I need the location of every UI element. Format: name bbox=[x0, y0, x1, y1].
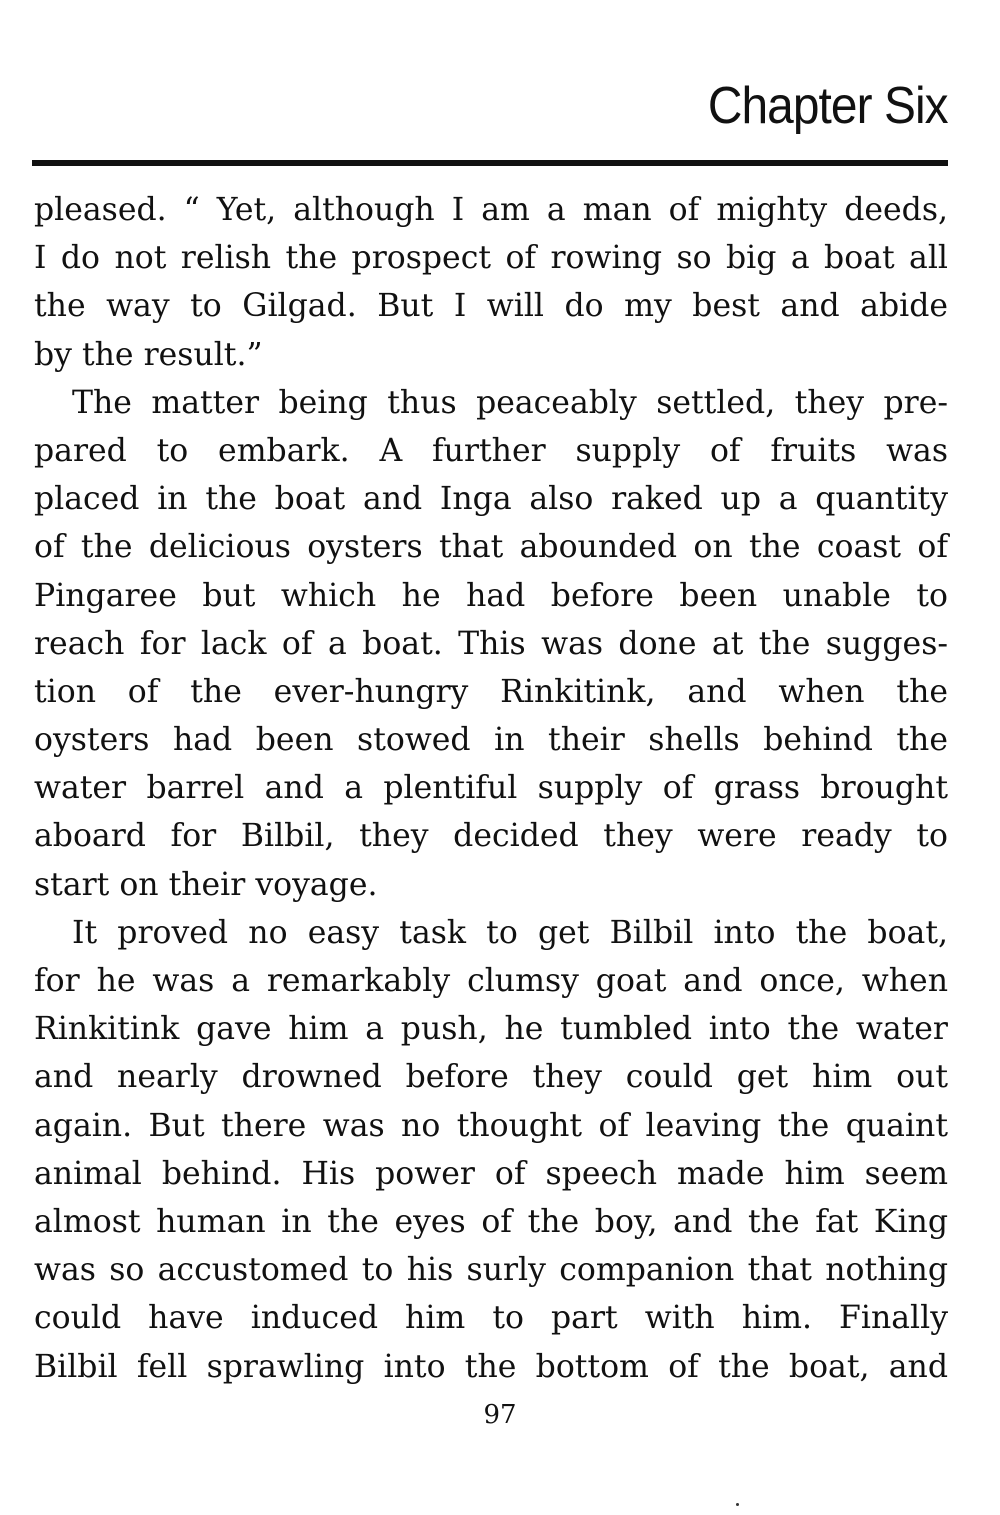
text-line: again. But there was no thought of leaving the quaint bbox=[34, 1107, 948, 1144]
text-line: the way to Gilgad. But I will do my best and abide bbox=[34, 288, 948, 325]
text-line: Bilbil fell sprawling into the bottom of the boat, and bbox=[34, 1348, 948, 1385]
text-line: placed in the boat and Inga also raked up a quantity bbox=[34, 481, 948, 518]
text-line: aboard for Bilbil, they decided they were ready to bbox=[34, 818, 948, 855]
chapter-heading: Chapter Six bbox=[708, 77, 948, 135]
text-line: The matter being thus peaceably settled, they pre- bbox=[72, 384, 948, 421]
page-number: 97 bbox=[483, 1400, 517, 1430]
text-line: was so accustomed to his surly companion that nothing bbox=[34, 1252, 948, 1289]
text-line: It proved no easy task to get Bilbil into the boat, bbox=[72, 914, 948, 951]
text-line: almost human in the eyes of the boy, and the fat King bbox=[34, 1203, 948, 1240]
heading-rule bbox=[32, 160, 948, 166]
text-line: for he was a remarkably clumsy goat and once, when bbox=[34, 963, 948, 999]
text-line: Pingaree but which he had before been unable to bbox=[34, 577, 948, 614]
text-line: start on their voyage. bbox=[34, 866, 378, 903]
text-line: Rinkitink gave him a push, he tumbled into the water bbox=[34, 1011, 948, 1048]
text-line: tion of the ever-hungry Rinkitink, and when the bbox=[34, 673, 948, 710]
text-line: could have induced him to part with him. Finally bbox=[34, 1300, 948, 1337]
text-line: oysters had been stowed in their shells behind the bbox=[34, 722, 948, 759]
ink-speck bbox=[736, 1503, 739, 1506]
body-text bbox=[34, 186, 948, 1391]
text-line: reach for lack of a boat. This was done at the sugges- bbox=[34, 625, 948, 662]
text-line: animal behind. His power of speech made him seem bbox=[34, 1155, 948, 1192]
text-line: I do not relish the prospect of rowing so big a boat all bbox=[34, 240, 948, 277]
text-line: pleased. “ Yet, although I am a man of mighty deeds, bbox=[34, 192, 948, 228]
text-line: water barrel and a plentiful supply of grass brought bbox=[34, 770, 948, 807]
text-line: by the result.” bbox=[34, 336, 263, 373]
text-line: pared to embark. A further supply of fruits was bbox=[34, 432, 948, 469]
text-line: of the delicious oysters that abounded on the coast of bbox=[34, 529, 948, 566]
text-line: and nearly drowned before they could get him out bbox=[34, 1059, 948, 1096]
